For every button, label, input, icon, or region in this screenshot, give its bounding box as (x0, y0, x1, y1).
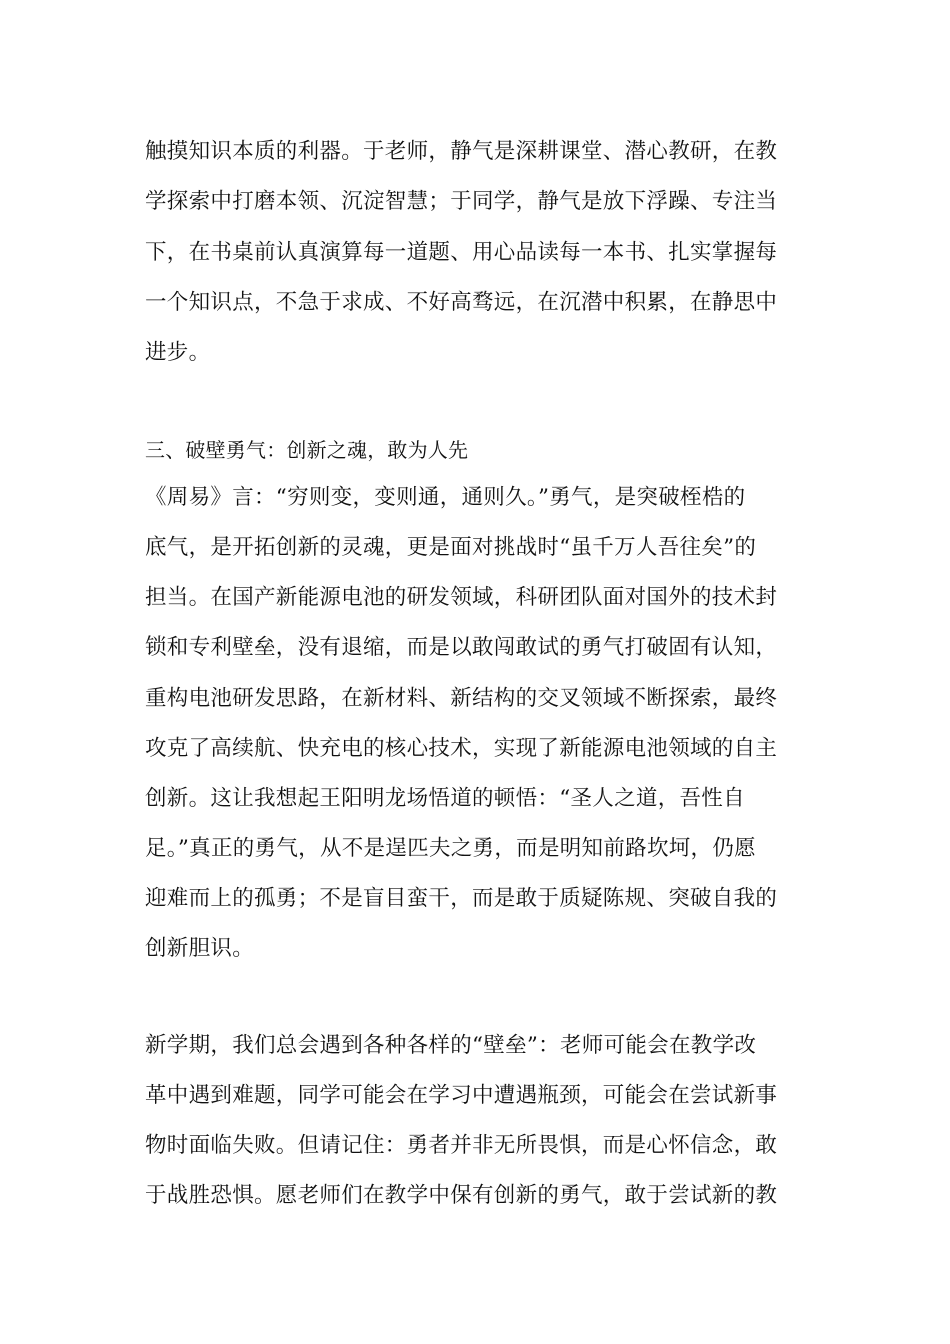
paragraph-3-line-4: 于战胜恐惧。愿老师们在教学中保有创新的勇气，敢于尝试新的教 (145, 1183, 778, 1208)
paragraph-1-line-1: 触摸知识本质的利器。于老师，静气是深耕课堂、潜心教研，在教 (145, 139, 778, 164)
section-3-line-3: 担当。在国产新能源电池的研发领域，科研团队面对国外的技术封 (145, 585, 778, 610)
section-3-line-7: 创新。这让我想起王阳明龙场悟道的顿悟：“圣人之道，吾性自 (145, 786, 745, 811)
paragraph-1-line-4: 一个知识点，不急于求成、不好高骛远，在沉潜中积累，在静思中 (145, 290, 778, 315)
paragraph-3-line-3: 物时面临失败。但请记住：勇者并非无所畏惧，而是心怀信念，敢 (145, 1133, 778, 1158)
paragraph-1-line-5: 进步。 (145, 340, 211, 365)
paragraph-1-line-2: 学探索中打磨本领、沉淀智慧；于同学，静气是放下浮躁、专注当 (145, 189, 778, 214)
section-3-line-4: 锁和专利壁垒，没有退缩，而是以敢闯敢试的勇气打破固有认知， (145, 635, 778, 660)
section-3-line-2: 底气，是开拓创新的灵魂，更是面对挑战时“虽千万人吾往矣”的 (145, 535, 757, 560)
paragraph-1-line-3: 下，在书桌前认真演算每一道题、用心品读每一本书、扎实掌握每 (145, 240, 778, 265)
paragraph-3-line-1: 新学期，我们总会遇到各种各样的“壁垒”：老师可能会在教学改 (145, 1033, 757, 1058)
section-3-line-1: 《周易》言：“穷则变，变则通，通则久。”勇气，是突破桎梏的 (145, 485, 746, 510)
section-3-line-9: 迎难而上的孤勇；不是盲目蛮干，而是敢于质疑陈规、突破自我的 (145, 886, 778, 911)
section-3-line-10: 创新胆识。 (145, 936, 255, 961)
paragraph-3-line-2: 革中遇到难题，同学可能会在学习中遭遇瓶颈，可能会在尝试新事 (145, 1083, 778, 1108)
section-3-line-5: 重构电池研发思路，在新材料、新结构的交叉领域不断探索，最终 (145, 686, 778, 711)
section-3-line-6: 攻克了高续航、快充电的核心技术，实现了新能源电池领域的自主 (145, 736, 778, 761)
section-3-line-8: 足。”真正的勇气，从不是逞匹夫之勇，而是明知前路坎坷，仍愿 (145, 836, 756, 861)
section-3-heading: 三、破壁勇气：创新之魂，敢为人先 (145, 438, 469, 462)
